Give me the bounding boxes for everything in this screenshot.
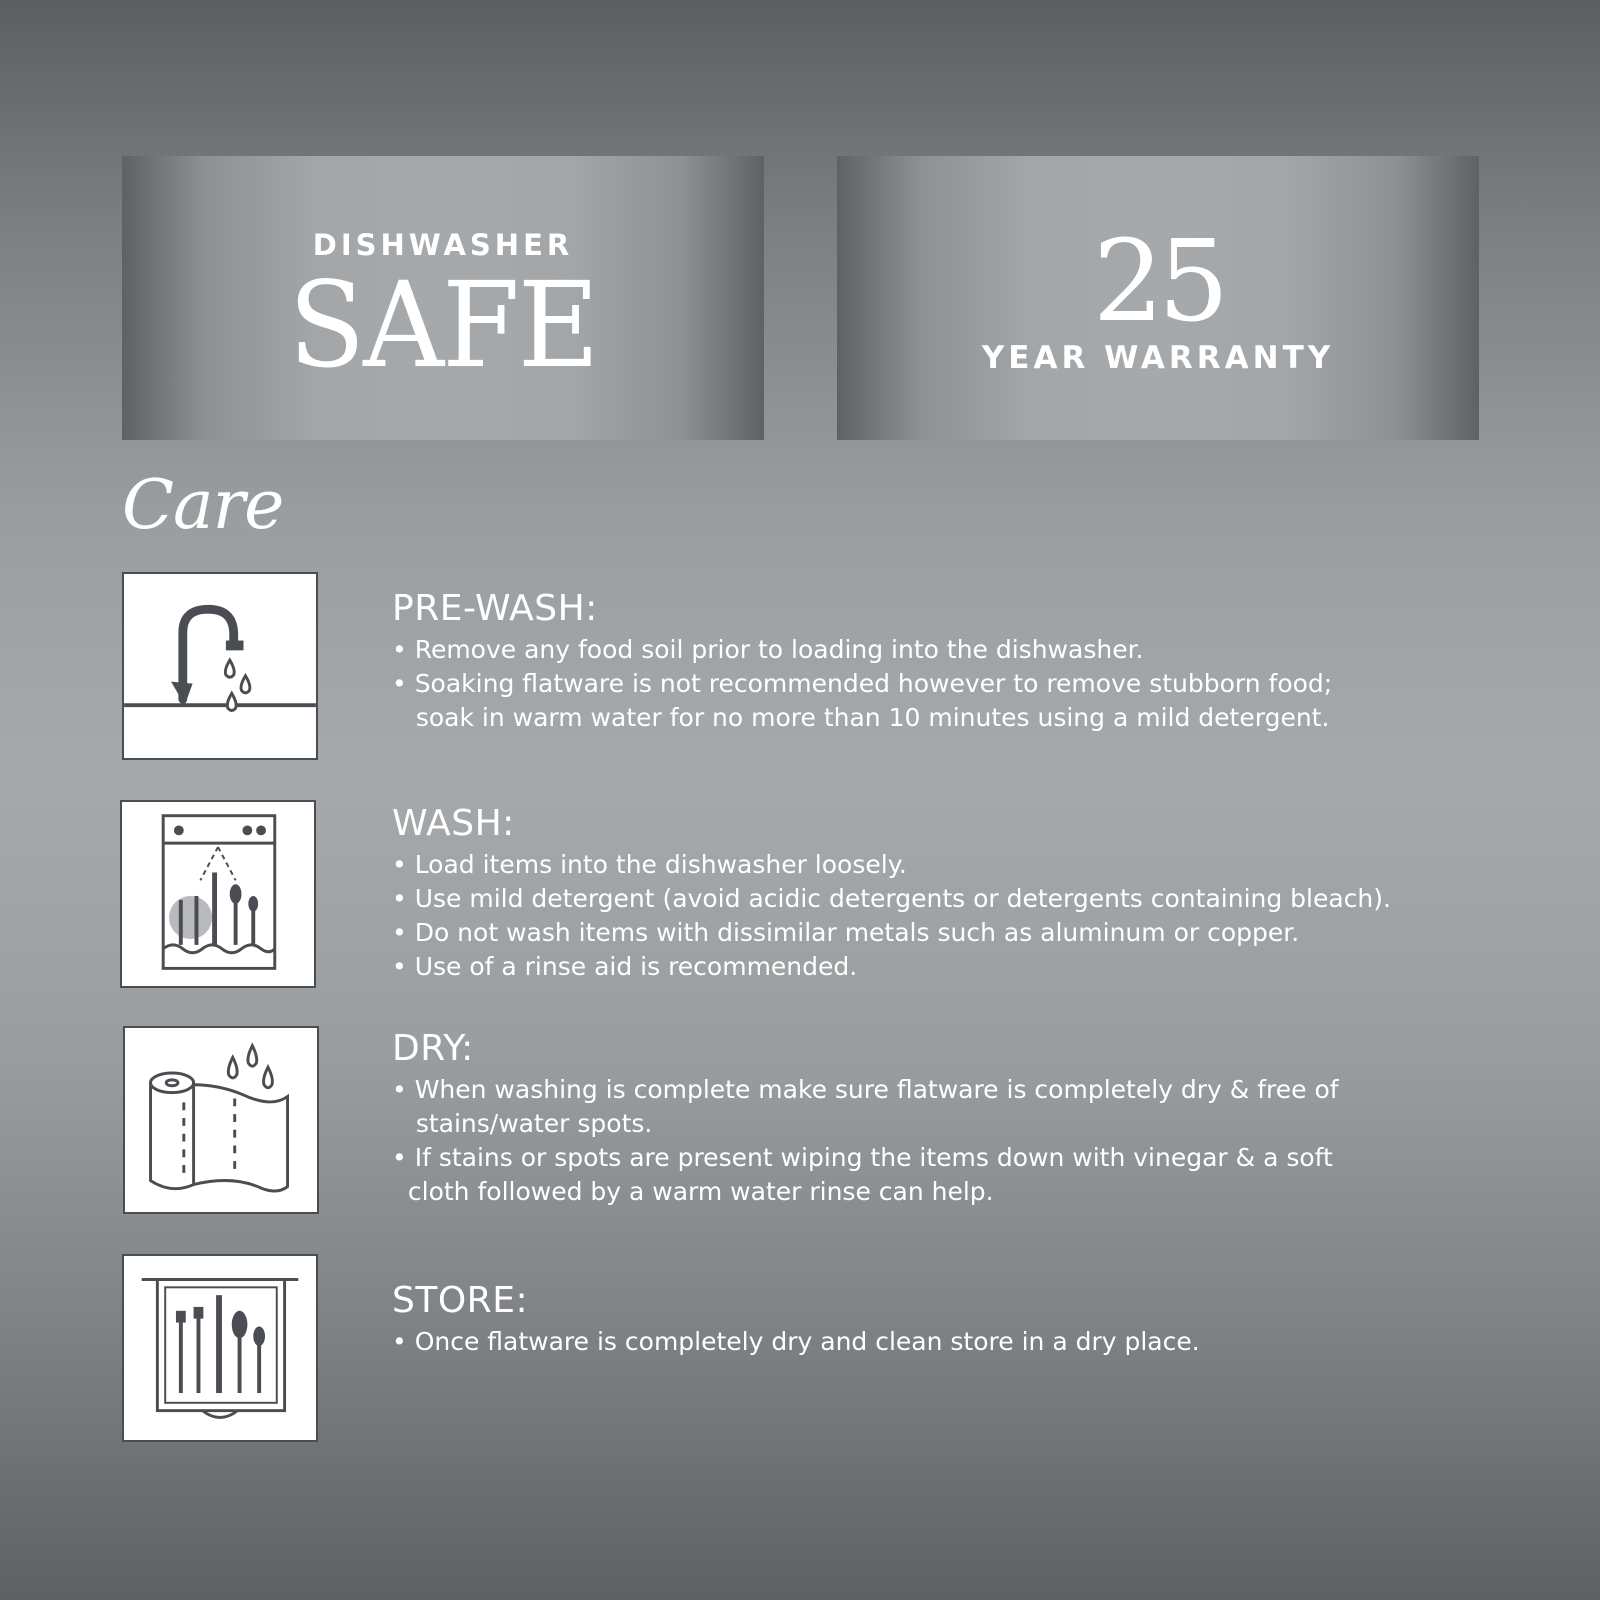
safe-label: SAFE	[288, 257, 598, 395]
bullet-line: • Once flatware is completely dry and clean store in a dry place.	[392, 1327, 1200, 1356]
section-title: WASH:	[392, 803, 515, 844]
bullet-line: cloth followed by a warm water rinse can help.	[392, 1177, 994, 1206]
bullet-line: • Load items into the dishwasher loosely.	[392, 850, 907, 879]
section-title: PRE-WASH:	[392, 588, 598, 629]
prewash-section	[392, 588, 1512, 735]
wash-section	[392, 803, 1512, 984]
section-title: STORE:	[392, 1280, 529, 1321]
bullet-line: • When washing is complete make sure flatware is completely dry & free of	[392, 1075, 1339, 1104]
store-section	[392, 1280, 1512, 1359]
bullet-line: • Use of a rinse aid is recommended.	[392, 952, 858, 981]
bullet-line: • If stains or spots are present wiping the items down with vinegar & a soft	[392, 1143, 1333, 1172]
dry-section	[392, 1028, 1512, 1209]
dishwasher-label: DISHWASHER	[312, 228, 574, 262]
faucet-sink-icon	[122, 572, 318, 760]
bullet-line: • Use mild detergent (avoid acidic detergents or detergents containing bleach).	[392, 884, 1391, 913]
care-heading: Care	[122, 466, 284, 545]
section-title: DRY:	[392, 1028, 474, 1069]
warranty-years: 25	[1092, 217, 1224, 347]
warranty-banner	[837, 156, 1479, 440]
bullet-line: • Remove any food soil prior to loading into the dishwasher.	[392, 635, 1144, 664]
dishwasher-safe-banner	[122, 156, 764, 440]
drawer-flatware-icon	[122, 1254, 318, 1442]
bullet-line: • Do not wash items with dissimilar metals such as aluminum or copper.	[392, 918, 1300, 947]
paper-towel-icon	[123, 1026, 319, 1214]
warranty-label: YEAR WARRANTY	[981, 340, 1335, 376]
bullet-line: • Soaking flatware is not recommended however to remove stubborn food;	[392, 669, 1333, 698]
bullet-line: soak in warm water for no more than 10 minutes using a mild detergent.	[392, 703, 1330, 732]
dishwasher-icon	[120, 800, 316, 988]
bullet-line: stains/water spots.	[392, 1109, 653, 1138]
